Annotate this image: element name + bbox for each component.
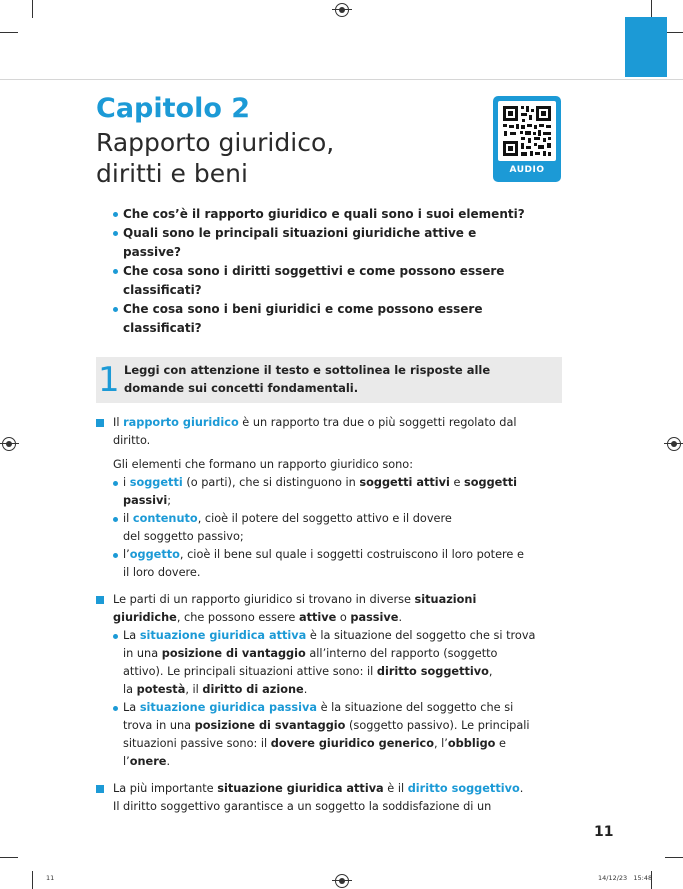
registration-mark [667,437,681,451]
s2-bullet1-line1: La situazione giuridica attiva è la situazione del soggetto che si trova [123,629,536,642]
chapter-title-line1: Rapporto giuridico, [96,128,335,157]
question-1: Che cos’è il rapporto giuridico e quali sono i suoi elementi? [123,207,525,221]
registration-mark [335,874,349,888]
audio-badge-label: AUDIO [509,165,545,175]
question-3-line2: classificati? [123,283,202,297]
s3-line2: Il diritto soggettivo garantisce a un soggetto la soddisfazione di un [113,800,492,813]
section-marker [96,596,104,604]
question-bullet [113,212,118,217]
audio-qr-box[interactable] [493,96,561,182]
section-marker [96,419,104,427]
s1-bullet3-line2: il loro dovere. [123,566,201,579]
s1-bullet2-line2: del soggetto passivo; [123,530,244,543]
qr-code-icon [498,101,556,161]
crop-mark [665,32,683,33]
s2-bullet2-line1: La situazione giuridica passiva è la situazione del soggetto che si [123,701,514,714]
section-marker [96,785,104,793]
s1-bullet1-line2: passivi; [123,494,172,507]
question-3-line1: Che cosa sono i diritti soggettivi e come possono essere [123,264,505,278]
s1-bullet3-line1: l’oggetto, cioè il bene sul quale i soggetti costruiscono il loro potere e [123,548,524,561]
activity-box [96,357,562,403]
s1-bullet2-line1: il contenuto, cioè il potere del soggetto attivo e il dovere [123,512,452,525]
crop-mark [0,857,18,858]
crop-mark [651,0,652,18]
list-bullet [113,706,118,711]
question-4-line1: Che cosa sono i beni giuridici e come possono essere [123,302,483,316]
registration-mark [335,3,349,17]
activity-text-line2: domande sui concetti fondamentali. [124,381,359,395]
s2-bullet1-line3: attivo). Le principali situazioni attive sono: il diritto soggettivo, [123,665,493,678]
s3-line1: La più importante situazione giuridica attiva è il diritto soggettivo. [113,782,524,795]
question-2-line1: Quali sono le principali situazioni giuridiche attive e [123,226,477,240]
footer-file-label: 11 [46,874,55,882]
s2-bullet2-line4: l’onere. [123,755,171,768]
question-bullet [113,231,118,236]
s1-bullet1-line1: i soggetti (o parti), che si distinguono in soggetti attivi e soggetti [123,476,517,489]
s1-line3: Gli elementi che formano un rapporto giuridico sono: [113,458,414,471]
chapter-tab [625,17,667,77]
list-bullet [113,481,118,486]
crop-mark [32,871,33,889]
chapter-title-line2: diritti e beni [96,159,248,188]
question-4-line2: classificati? [123,321,202,335]
header-rule [0,79,683,80]
s1-line2: diritto. [113,434,151,447]
activity-number: 1 [98,360,120,400]
question-2-line2: passive? [123,245,182,259]
question-bullet [113,269,118,274]
crop-mark [665,857,683,858]
s2-bullet2-line3: situazioni passive sono: il dovere giuridico generico, l’obbligo e [123,737,506,750]
s2-line2: giuridiche, che possono essere attive o passive. [113,611,403,624]
page-number: 11 [594,824,614,840]
crop-mark [0,32,18,33]
s2-bullet1-line2: in una posizione di vantaggio all’interno del rapporto (soggetto [123,647,498,660]
registration-mark [2,437,16,451]
footer-timestamp: 14/12/23 15:48 [598,874,653,882]
s2-bullet2-line2: trova in una posizione di svantaggio (soggetto passivo). Le principali [123,719,530,732]
s2-line1: Le parti di un rapporto giuridico si trovano in diverse situazioni [113,593,477,606]
s2-bullet1-line4: la potestà, il diritto di azione. [123,683,308,696]
question-bullet [113,307,118,312]
chapter-number: Capitolo 2 [96,93,251,124]
list-bullet [113,634,118,639]
s1-line1: Il rapporto giuridico è un rapporto tra due o più soggetti regolato dal [113,416,517,429]
list-bullet [113,517,118,522]
crop-mark [32,0,33,18]
list-bullet [113,553,118,558]
activity-text-line1: Leggi con attenzione il testo e sottolinea le risposte alle [124,363,491,377]
